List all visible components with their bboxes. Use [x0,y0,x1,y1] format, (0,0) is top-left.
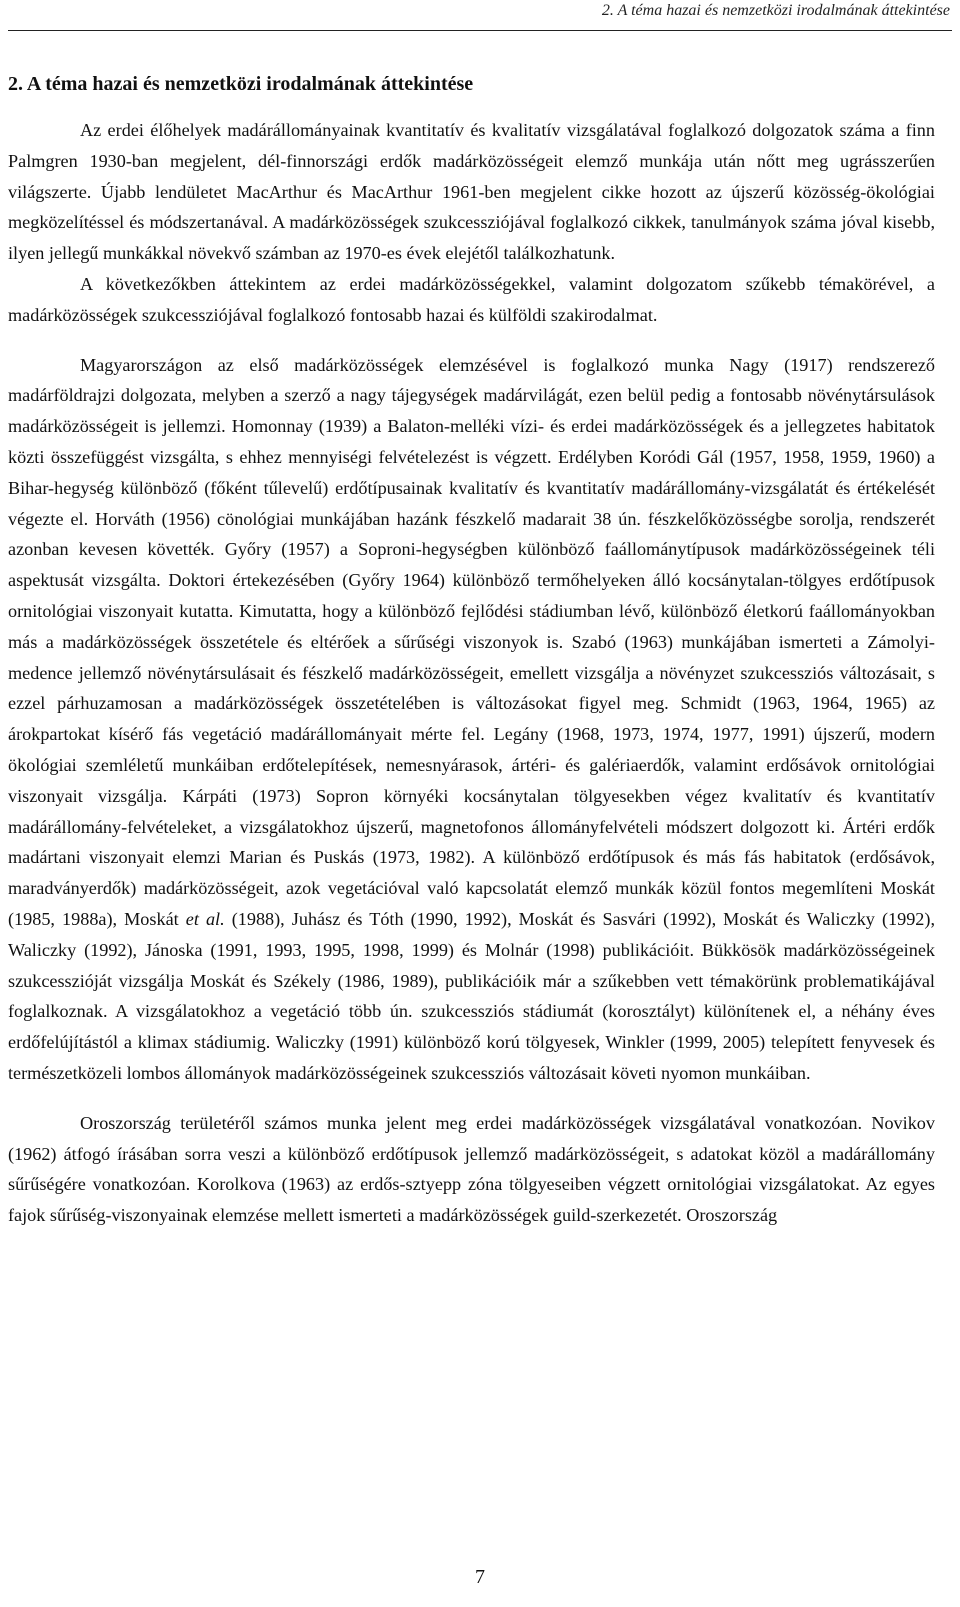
running-header: 2. A téma hazai és nemzetközi irodalmának áttekintése [601,2,950,19]
et-al-italic: et al. [185,908,225,929]
page-body [8,70,935,1231]
section-title: 2. A téma hazai és nemzetközi irodalmának áttekintése [8,73,474,95]
paragraph-overview: A következőkben áttekintem az erdei madárközösségekkel, valamint dolgozatom szűkebb témakörével, a madárközösségek szukcessziójával foglalkozó fontosabb hazai és külföldi szakirodalmat. [8,273,935,325]
paragraph-intro: Az erdei élőhelyek madárállományainak kvantitatív és kvalitatív vizsgálatával foglalkozó dolgozatok száma a finn Palmgren 1930-ban megjelent, dél-finnországi erdők madárközösségeit elemző munkája után nőtt meg ugrásszerűen világszerte. Újabb lendületet MacArthur és MacArthur 1961-ben megjelent cikke hozott az újszerű közösség-ökológiai megközelítéssel és módszertanával. A madárközösségek szukcessziójával foglalkozó cikkek, tanulmányok száma jóval kisebb, ilyen jellegű munkákkal növekvő számban az 1970-es évek elejétől találkozhatunk. [8,120,935,264]
page-number: 7 [475,1566,485,1588]
paragraph-russian-literature: Oroszország területéről számos munka jelent meg erdei madárközösségek vizsgálatával vonatkozóan. Novikov (1962) átfogó írásában sorra veszi a különböző erdőtípusok jellemző madárközösségeit, s adatokat közöl a madárállomány sűrűségére vonatkozóan. Korolkova (1963) az erdős-sztyepp zóna tölgyeseiben végzett ornitológiai vizsgálatokat. Az egyes fajok sűrűség-viszonyainak elemzése mellett ismerteti a madárközösségek guild-szerkezetét. Oroszország [8,1112,935,1226]
paragraph-text-continued: (1988), Juhász és Tóth (1990, 1992), Moskát és Sasvári (1992), Moskát és Waliczky (1992), Waliczky (1992), Jánoska (1991, 1993, 1995, 1998, 1999) és Molnár (1998) publikációit. Bükkösök madárközösségeinek szukcesszióját vizsgálja Moskát és Székely (1986, 1989), publikációik már a szűkebben vett témakörünk problematikájával foglalkoznak. A vizsgálatokhoz a vegetáció több ún. szukcessziós stádiumát (korosztályt) különítenek el, a néhány éves erdőfelújítástól a klimax stádiumig. Waliczky (1991) különböző korú tölgyesek, Winkler (1999, 2005) telepített fenyvesek és természetközeli lombos állományok madárközösségeinek szukcessziós változásait követi nyomon munkáiban. [8,908,935,1083]
header-divider [8,30,952,31]
paragraph-hungarian-literature [8,350,935,1089]
paragraph-text: Magyarországon az első madárközösségek elemzésével is foglalkozó munka Nagy (1917) rendszerező madárföldrajzi dolgozata, melyben a szerző a nagy tájegységek madárvilágát, ezen belül pedig a fontosabb növénytársulások madárközösségeit is jellemzi. Homonnay (1939) a Balaton-melléki vízi- és erdei madárközösségek és a jellegzetes habitatok közti összefüggést vizsgálta, s ehhez mennyiségi felvételezést is végzett. Erdélyben Koródi Gál (1957, 1958, 1959, 1960) a Bihar-hegység különböző (főként tűlevelű) erdőtípusainak kvalitatív és kvantitatív madárállomány-vizsgálatát és értékelését végezte el. Horváth (1956) cönológiai munkájában hazánk fészkelő madarait 38 ún. fészkelőközösségbe sorolja, rendszerét azonban kevesen követték. Győry (1957) a Soproni-hegységben különböző faállománytípusok madárközösségeinek téli aspektusát vizsgálta. Doktori értekezésében (Győry 1964) különböző termőhelyeken álló kocsánytalan-tölgyes erdőtípusok ornitológiai viszonyait kutatta. Kimutatta, hogy a különböző fejlődési stádiumban lévő, különböző életkorú faállományokban más a madárközösségek összetétele és eltérőek a sűrűségi viszonyok is. Szabó (1963) munkájában ismerteti a Zámolyi-medence jellemző növénytársulásait és fészkelő madárközösségeit, emellett vizsgálja a növényzet szukcessziós változásait, s ezzel párhuzamosan a madárközösségek összetételében is változásokat figyel meg. Schmidt (1963, 1964, 1965) az árokpartokat kísérő fás vegetáció madárállományait mérte fel. Legány (1968, 1973, 1974, 1977, 1991) újszerű, modern ökológiai szemléletű munkáiban erdőtelepítések, nemesnyárasok, ártéri- és galériaerdők, valamint erdősávok ornitológiai viszonyait vizsgálja. Kárpáti (1973) Sopron környéki kocsánytalan tölgyesekben végez kvalitatív és kvantitatív madárállomány-felvételeket, a vizsgálatokhoz újszerű, magnetofonos állományfelvételi módszert dolgozott ki. Ártéri erdők madártani viszonyait elemzi Marian és Puskás (1973, 1982). A különböző erdőtípusok és más fás habitatok (erdősávok, maradványerdők) madárközösségeit, azok vegetációval való kapcsolatát elemző munkák közül fontos megemlíteni Moskát (1985, 1988a), Moskát [8,354,935,929]
